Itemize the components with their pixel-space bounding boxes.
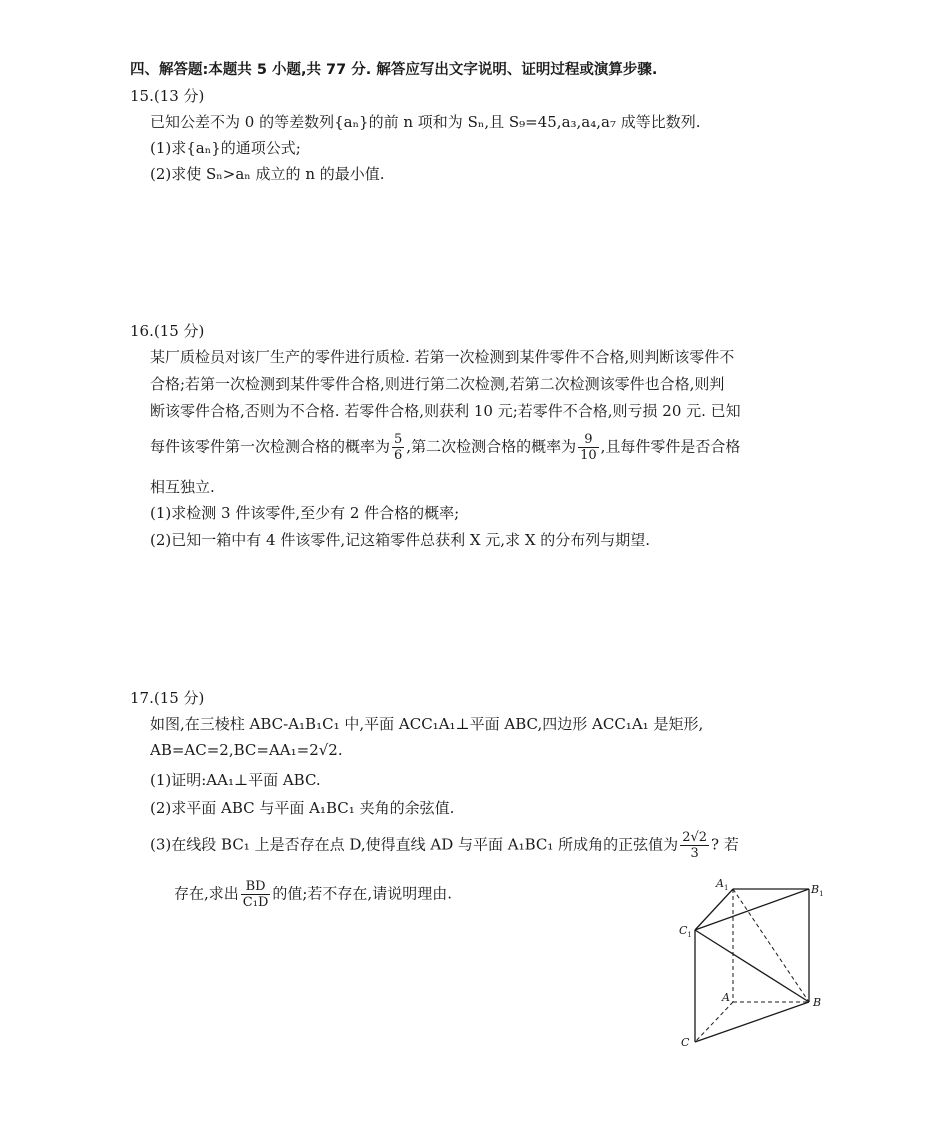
q16-line2: 合格;若第一次检测到某件零件合格,则进行第二次检测,若第二次检测该零件也合格,则判 — [150, 375, 725, 393]
q16-line4-b: ,第二次检测合格的概率为 — [406, 437, 577, 456]
q15-part1: (1)求{aₙ}的通项公式; — [150, 139, 301, 157]
q16-line4-c: ,且每件零件是否合格 — [600, 437, 741, 456]
fraction-5-6: $\frac{5}{6}$ — [394, 432, 403, 463]
label-b: B — [813, 996, 822, 1009]
fraction-bd-c1d: $\frac{BD}{\text{C₁D}}$ — [242, 879, 269, 910]
q16-line3: 断该零件合格,否则为不合格. 若零件合格,则获利 10 元;若零件不合格,则亏损 20 元. 已知 — [150, 402, 741, 420]
q16-label: 16.(15 分) — [130, 322, 205, 340]
label-a: A — [722, 991, 730, 1004]
q16-line4-a: 每件该零件第一次检测合格的概率为 — [150, 437, 391, 456]
label-b1: $B_1$ — [811, 883, 824, 898]
q17-part2: (2)求平面 ABC 与平面 A₁BC₁ 夹角的余弦值. — [150, 799, 455, 817]
q16-part2: (2)已知一箱中有 4 件该零件,记这箱零件总获利 X 元,求 X 的分布列与期望. — [150, 531, 651, 549]
q17-line1: 如图,在三棱柱 ABC-A₁B₁C₁ 中,平面 ACC₁A₁⊥平面 ABC,四边形 ACC₁A₁ 是矩形, — [150, 715, 704, 733]
prism-figure — [676, 874, 836, 1054]
label-c1: $C_1$ — [679, 924, 692, 939]
q17-line2: AB=AC=2,BC=AA₁=2√2. — [150, 741, 343, 759]
edge-c1-b — [695, 930, 809, 1002]
q16-line4 — [150, 432, 740, 463]
q16-line5: 相互独立. — [150, 478, 215, 496]
q17-part3-line1 — [150, 830, 739, 861]
edge-c-b — [695, 1002, 809, 1042]
section-heading: 四、解答题:本题共 5 小题,共 77 分. 解答应写出文字说明、证明过程或演算步骤. — [130, 62, 658, 78]
q16-line1: 某厂质检员对该厂生产的零件进行质检. 若第一次检测到某件零件不合格,则判断该零件不 — [150, 348, 735, 366]
q17-part3-a: (3)在线段 BC₁ 上是否存在点 D,使得直线 AD 与平面 A₁BC₁ 所成角的正弦值为 — [150, 835, 679, 854]
q15-stem: 已知公差不为 0 的等差数列{aₙ}的前 n 项和为 Sₙ,且 S₉=45,a₃,a₄,a₇ 成等比数列. — [150, 113, 701, 131]
q17-part3-d: 的值;若不存在,请说明理由. — [272, 884, 452, 903]
label-c: C — [681, 1036, 690, 1049]
edge-c1-b1 — [695, 889, 809, 930]
q17-part3-c: 存在,求出 — [174, 884, 239, 903]
label-a1: $A_1$ — [716, 877, 729, 892]
fraction-9-10: $\frac{9}{10}$ — [580, 432, 597, 463]
q16-part1: (1)求检测 3 件该零件,至少有 2 件合格的概率; — [150, 504, 460, 522]
prism-diagram — [676, 874, 836, 1054]
edge-a1-b — [733, 889, 809, 1002]
fraction-2root2-3: $\frac{2√2}{3}$ — [682, 830, 708, 861]
q17-part3-line2 — [174, 879, 452, 910]
q17-part1: (1)证明:AA₁⊥平面 ABC. — [150, 771, 321, 789]
q15-part2: (2)求使 Sₙ>aₙ 成立的 n 的最小值. — [150, 165, 385, 183]
q15-label: 15.(13 分) — [130, 87, 205, 105]
q17-part3-b: ? 若 — [711, 835, 739, 854]
q17-label: 17.(15 分) — [130, 689, 205, 707]
